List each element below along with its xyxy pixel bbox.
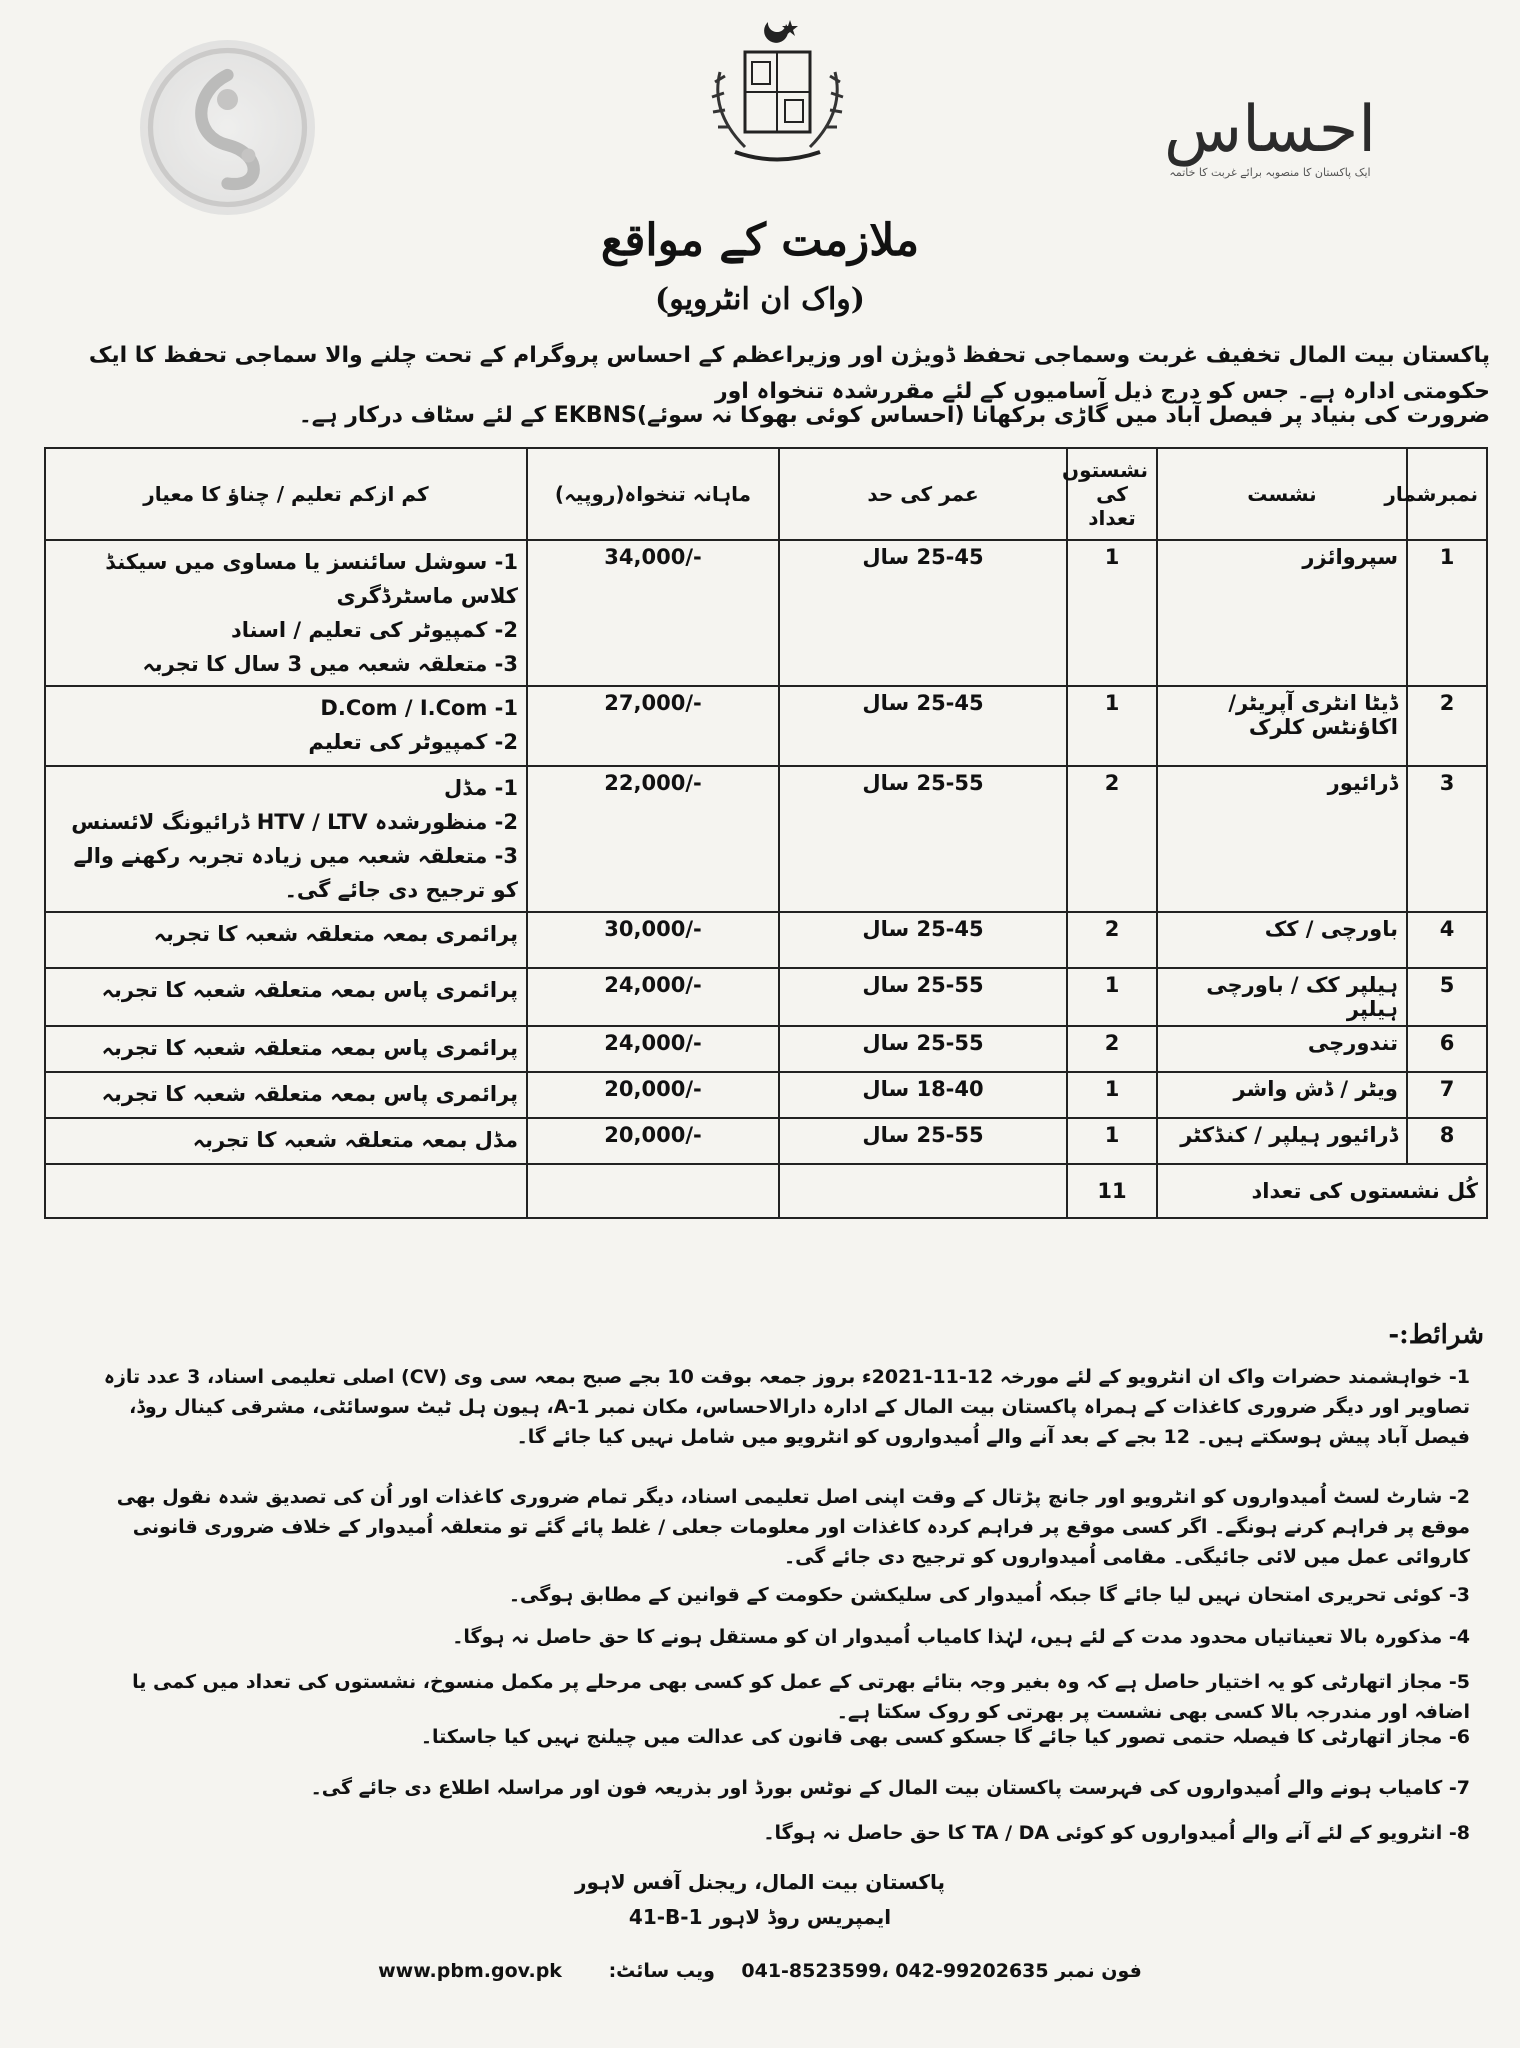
ehsaas-logo-text: احساس xyxy=(1163,93,1377,167)
cell-serial: 7 xyxy=(1407,1072,1487,1118)
header-criteria: کم ازکم تعلیم / چناؤ کا معیار xyxy=(45,448,527,540)
cell-age: 25-45 سال xyxy=(779,540,1067,686)
state-emblem-icon xyxy=(690,12,865,177)
cell-post: باورچی / کک xyxy=(1157,912,1407,968)
criteria-line: مڈل بمعہ متعلقہ شعبہ کا تجربہ xyxy=(192,1128,518,1152)
phone-numbers: 041-8523599، 042-99202635 xyxy=(741,1960,1049,1982)
cell-age: 18-40 سال xyxy=(779,1072,1067,1118)
cell-serial: 5 xyxy=(1407,968,1487,1026)
term-item: 2- شارٹ لسٹ اُمیدواروں کو انٹرویو اور جانچ پڑتال کے وقت اپنی اصل تعلیمی اسناد، دیگر تمام ضروری کاغذات اور اُن کی تصدیق شدہ نقول بھی موقع پر فراہم کرنے ہونگے۔ اگر کسی موقع پر فراہم کردہ کاغذات اور معلومات جعلی / غلط پائے گئے تو متعلقہ اُمیدوار کے خلاف ضروری قانونی کاروائی عمل میں لائی جائیگی۔ مقامی اُمیدواروں کو ترجیح دی جائے گی۔ xyxy=(116,1486,1470,1568)
intro-text-line-1: پاکستان بیت المال تخفیف غربت وسماجی تحفظ ڈویژن اور وزیراعظم کے احساس پروگرام کے تحت چلنے والا سماجی تحفظ کا ایک حکومتی ادارہ ہے۔ جس کو درج ذیل آسامیوں کے لئے مقررشدہ تنخواہ اور xyxy=(88,343,1490,404)
cell-seats: 1 xyxy=(1067,540,1157,686)
terms-heading: شرائط:- xyxy=(1388,1320,1484,1350)
cell-salary: 24,000/- xyxy=(527,968,779,1026)
pbm-logo-icon xyxy=(140,40,315,215)
website-label: ویب سائٹ: xyxy=(608,1960,715,1982)
cell-post: ڈیٹا انٹری آپریٹر/ اکاؤنٹس کلرک xyxy=(1157,686,1407,766)
cell-seats: 2 xyxy=(1067,912,1157,968)
table-row xyxy=(45,1026,1487,1072)
term-item: 3- کوئی تحریری امتحان نہیں لیا جائے گا جبکہ اُمیدوار کی سلیکشن حکومت کے قوانین کے مطابق ہوگی۔ xyxy=(508,1584,1470,1606)
total-empty-cell xyxy=(527,1164,779,1218)
criteria-line: 1- مڈل xyxy=(443,776,518,800)
cell-serial: 6 xyxy=(1407,1026,1487,1072)
table-row xyxy=(45,1072,1487,1118)
table-row xyxy=(45,686,1487,766)
website-link[interactable]: www.pbm.gov.pk xyxy=(378,1960,562,1982)
table-row xyxy=(45,968,1487,1026)
cell-salary: 22,000/- xyxy=(527,766,779,912)
cell-seats: 2 xyxy=(1067,1026,1157,1072)
table-row xyxy=(45,766,1487,912)
cell-serial: 3 xyxy=(1407,766,1487,912)
cell-salary: 20,000/- xyxy=(527,1118,779,1164)
cell-criteria xyxy=(45,1118,527,1164)
ehsaas-logo-tagline: ایک پاکستان کا منصوبہ برائے غربت کا خاتمہ xyxy=(1169,166,1371,179)
criteria-line: 2- کمپیوٹر کی تعلیم / اسناد xyxy=(230,618,518,642)
state-emblem xyxy=(690,12,865,177)
criteria-line: 2- منظورشدہ HTV / LTV ڈرائیونگ لائسنس xyxy=(71,810,518,834)
header-salary: ماہانہ تنخواہ(روپیہ) xyxy=(527,448,779,540)
cell-seats: 1 xyxy=(1067,1072,1157,1118)
criteria-line: 3- متعلقہ شعبہ میں 3 سال کا تجربہ xyxy=(142,652,518,676)
cell-post: تندورچی xyxy=(1157,1026,1407,1072)
cell-salary: 34,000/- xyxy=(527,540,779,686)
header-post: نشست xyxy=(1157,448,1407,540)
cell-age: 25-55 سال xyxy=(779,1118,1067,1164)
term-item: 1- خواہشمند حضرات واک ان انٹرویو کے لئے مورخہ 12-11-2021ء بروز جمعہ بوقت 10 بجے صبح بمعہ سی وی (CV) اصلی تعلیمی اسناد، 3 عدد تازہ تصاویر اور دیگر ضروری کاغذات کے ہمراہ پاکستان بیت المال کے ادارہ دارالاحساس، مکان نمبر A-1، ہیون ہل ٹیٹ سوسائٹی، مشرقی کینال روڈ، فیصل آباد پیش ہوسکتے ہیں۔ 12 بجے کے بعد آنے والے اُمیدواروں کو انٹرویو میں شامل نہیں کیا جائے گا۔ xyxy=(103,1366,1470,1448)
criteria-line: پرائمری بمعہ متعلقہ شعبہ کا تجربہ xyxy=(153,922,518,946)
pbm-logo xyxy=(140,40,315,215)
cell-serial: 4 xyxy=(1407,912,1487,968)
cell-salary: 30,000/- xyxy=(527,912,779,968)
jobs-table xyxy=(44,447,1488,1219)
cell-post: سپروائزر xyxy=(1157,540,1407,686)
cell-post: ڈرائیور xyxy=(1157,766,1407,912)
page-title: ملازمت کے مواقع xyxy=(600,215,920,266)
header-serial: نمبرشمار xyxy=(1407,448,1487,540)
term-item: 4- مذکورہ بالا تعیناتیاں محدود مدت کے لئے ہیں، لہٰذا کامیاب اُمیدوار ان کو مستقل ہونے کا حق حاصل نہ ہوگا۔ xyxy=(452,1626,1470,1648)
criteria-line: 3- متعلقہ شعبہ میں زیادہ تجربہ رکھنے والے کو ترجیح دی جائے گی۔ xyxy=(73,844,518,902)
cell-criteria xyxy=(45,912,527,968)
cell-post: ہیلپر کک / باورچی ہیلپر xyxy=(1157,968,1407,1026)
cell-serial: 1 xyxy=(1407,540,1487,686)
office-name: پاکستان بیت المال، ریجنل آفس لاہور xyxy=(575,1870,945,1894)
cell-criteria xyxy=(45,968,527,1026)
cell-post: ڈرائیور ہیلپر / کنڈکٹر xyxy=(1157,1118,1407,1164)
cell-salary: 27,000/- xyxy=(527,686,779,766)
cell-criteria xyxy=(45,540,527,686)
cell-age: 25-55 سال xyxy=(779,968,1067,1026)
cell-age: 25-55 سال xyxy=(779,766,1067,912)
cell-seats: 2 xyxy=(1067,766,1157,912)
page-subtitle: (واک ان انٹرویو) xyxy=(655,282,865,317)
criteria-line: پرائمری پاس بمعہ متعلقہ شعبہ کا تجربہ xyxy=(101,1082,518,1106)
cell-criteria xyxy=(45,766,527,912)
cell-criteria xyxy=(45,1026,527,1072)
term-item: 7- کامیاب ہونے والے اُمیدواروں کی فہرست پاکستان بیت المال کے نوٹس بورڈ اور بذریعہ فون اور مراسلہ اطلاع دی جائے گی۔ xyxy=(310,1777,1470,1799)
table-row xyxy=(45,1118,1487,1164)
phone-label: فون نمبر xyxy=(1055,1960,1142,1982)
criteria-line: 1- سوشل سائنسز یا مساوی میں سیکنڈ کلاس ماسٹرڈگری xyxy=(105,550,518,608)
table-total-row xyxy=(45,1164,1487,1218)
ehsaas-logo xyxy=(1150,95,1390,215)
criteria-line: 1- D.Com / I.Com xyxy=(320,696,518,720)
table-row xyxy=(45,540,1487,686)
header-seats: نشستوں کی تعداد xyxy=(1067,448,1157,540)
header-age: عمر کی حد xyxy=(779,448,1067,540)
criteria-line: پرائمری پاس بمعہ متعلقہ شعبہ کا تجربہ xyxy=(101,1036,518,1060)
cell-criteria xyxy=(45,1072,527,1118)
table-row xyxy=(45,912,1487,968)
total-seats-value: 11 xyxy=(1067,1164,1157,1218)
criteria-line: 2- کمپیوٹر کی تعلیم xyxy=(308,730,518,754)
cell-age: 25-45 سال xyxy=(779,686,1067,766)
office-address: 41-B-1 ایمپریس روڈ لاہور xyxy=(628,1905,892,1929)
total-seats-label: کُل نشستوں کی تعداد xyxy=(1157,1164,1487,1218)
cell-post: ویٹر / ڈش واشر xyxy=(1157,1072,1407,1118)
term-item: 6- مجاز اتھارٹی کا فیصلہ حتمی تصور کیا جائے گا جسکو کسی بھی قانون کی عدالت میں چیلنج نہیں کیا جاسکتا۔ xyxy=(420,1726,1470,1748)
cell-salary: 24,000/- xyxy=(527,1026,779,1072)
cell-serial: 2 xyxy=(1407,686,1487,766)
total-empty-cell xyxy=(45,1164,527,1218)
cell-seats: 1 xyxy=(1067,686,1157,766)
contact-line xyxy=(0,1960,1520,1982)
cell-seats: 1 xyxy=(1067,968,1157,1026)
total-empty-cell xyxy=(779,1164,1067,1218)
criteria-line: پرائمری پاس بمعہ متعلقہ شعبہ کا تجربہ xyxy=(101,978,518,1002)
cell-criteria xyxy=(45,686,527,766)
cell-age: 25-55 سال xyxy=(779,1026,1067,1072)
cell-seats: 1 xyxy=(1067,1118,1157,1164)
term-item: 5- مجاز اتھارٹی کو یہ اختیار حاصل ہے کہ وہ بغیر وجہ بتائے بھرتی کے عمل کو کسی بھی مرحلے پر مکمل منسوخ، نشستوں کی تعداد میں کمی یا اضافہ اور مندرجہ بالا کسی بھی نشست پر بھرتی کو روک سکتا ہے۔ xyxy=(132,1671,1470,1723)
term-item: 8- انٹرویو کے لئے آنے والے اُمیدواروں کو کوئی TA / DA کا حق حاصل نہ ہوگا۔ xyxy=(763,1822,1470,1844)
cell-salary: 20,000/- xyxy=(527,1072,779,1118)
table-header-row xyxy=(45,448,1487,540)
cell-age: 25-45 سال xyxy=(779,912,1067,968)
intro-text-line-2: ضرورت کی بنیاد پر فیصل آباد میں گاڑی برکھانا (احساس کوئی بھوکا نہ سوئے)EKBNS کے لئے سٹاف درکار ہے۔ xyxy=(298,403,1490,428)
cell-serial: 8 xyxy=(1407,1118,1487,1164)
